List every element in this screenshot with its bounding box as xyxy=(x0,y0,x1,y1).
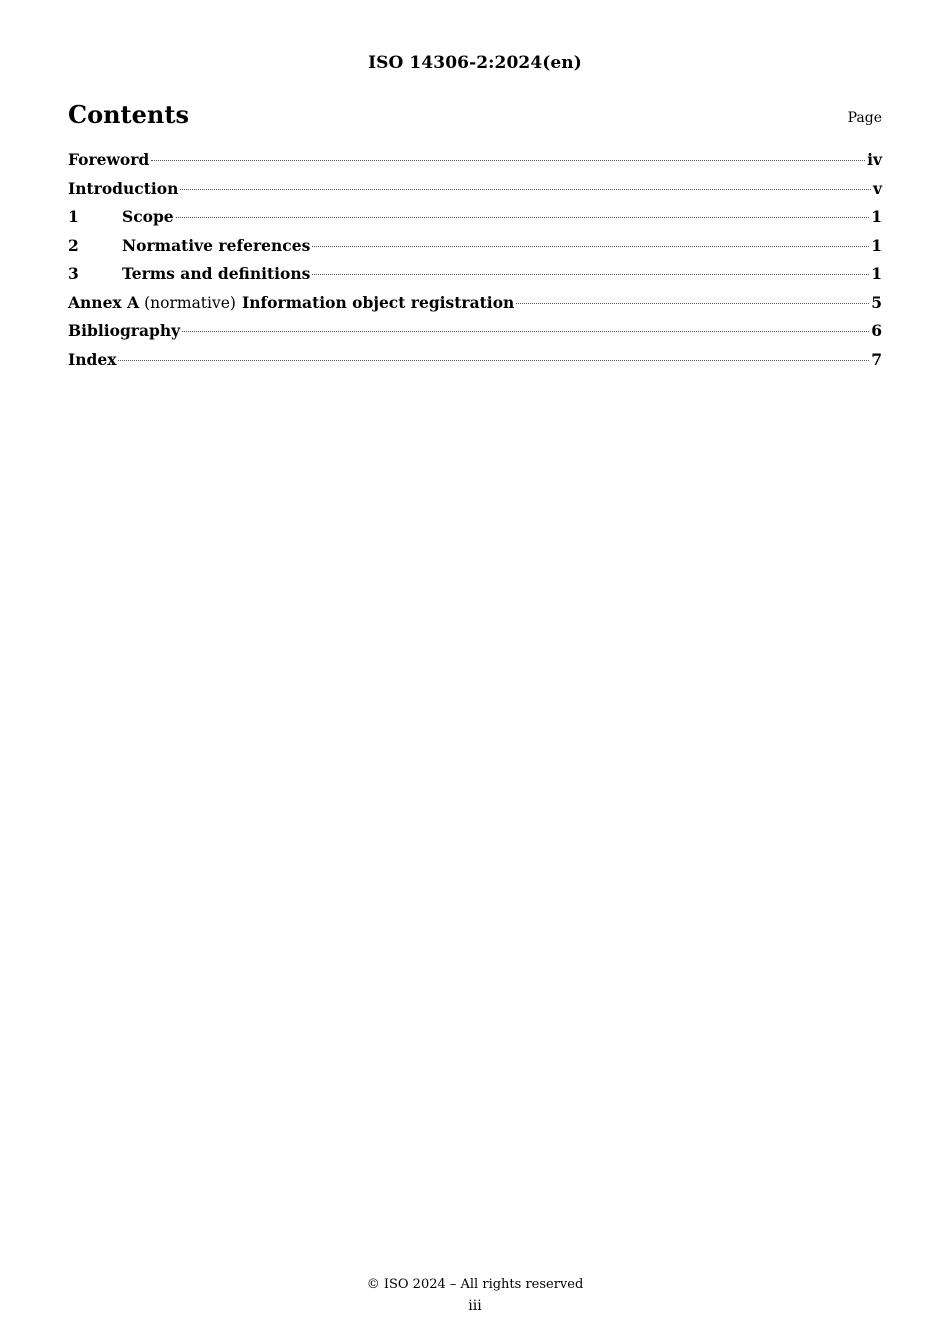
table-of-contents xyxy=(68,150,882,378)
toc-entry-normative-references[interactable] xyxy=(68,236,882,265)
contents-heading: Contents xyxy=(68,100,189,129)
toc-entry-title: Introduction xyxy=(68,178,179,198)
toc-entry-title: Bibliography xyxy=(68,321,181,340)
toc-entry-title: Normative references xyxy=(122,235,311,255)
toc-entry-index[interactable] xyxy=(68,350,882,379)
toc-entry-bibliography[interactable] xyxy=(68,321,882,350)
dot-leader xyxy=(151,160,865,161)
toc-entry-page: v xyxy=(872,178,882,198)
toc-entry-title: Scope xyxy=(122,207,174,226)
toc-entry-title: Foreword xyxy=(68,150,150,169)
toc-entry-page: 5 xyxy=(871,292,882,312)
toc-entry-page: 7 xyxy=(871,349,882,369)
toc-entry-page: 1 xyxy=(871,235,882,255)
toc-entry-number: 3 xyxy=(68,264,79,283)
toc-entry-foreword[interactable] xyxy=(68,150,882,179)
dot-leader xyxy=(516,303,869,304)
toc-entry-title: Information object registration xyxy=(241,292,515,312)
dot-leader xyxy=(176,217,870,218)
toc-entry-introduction[interactable] xyxy=(68,179,882,208)
toc-entry-annex-label: Annex A xyxy=(68,292,140,312)
footer-page-number: iii xyxy=(468,1298,482,1314)
dot-leader xyxy=(182,331,869,332)
toc-entry-annex-type: (normative) xyxy=(144,293,236,312)
dot-leader xyxy=(312,246,869,247)
page-column-label: Page xyxy=(847,110,882,126)
toc-entry-terms-and-definitions[interactable] xyxy=(68,264,882,293)
toc-entry-page: 6 xyxy=(871,321,882,340)
toc-entry-number: 1 xyxy=(68,207,79,226)
toc-entry-number: 2 xyxy=(68,235,79,255)
toc-entry-page: 1 xyxy=(871,207,882,226)
dot-leader xyxy=(180,189,871,190)
dot-leader xyxy=(312,274,869,275)
document-identifier: ISO 14306-2:2024(en) xyxy=(368,53,582,73)
toc-entry-scope[interactable] xyxy=(68,207,882,236)
toc-entry-annex-a[interactable] xyxy=(68,293,882,322)
toc-entry-page: iv xyxy=(867,150,882,169)
dot-leader xyxy=(118,360,869,361)
footer-copyright: © ISO 2024 – All rights reserved xyxy=(366,1277,584,1292)
toc-entry-title: Index xyxy=(68,349,117,369)
toc-entry-page: 1 xyxy=(871,264,882,283)
toc-entry-title: Terms and definitions xyxy=(122,264,311,283)
